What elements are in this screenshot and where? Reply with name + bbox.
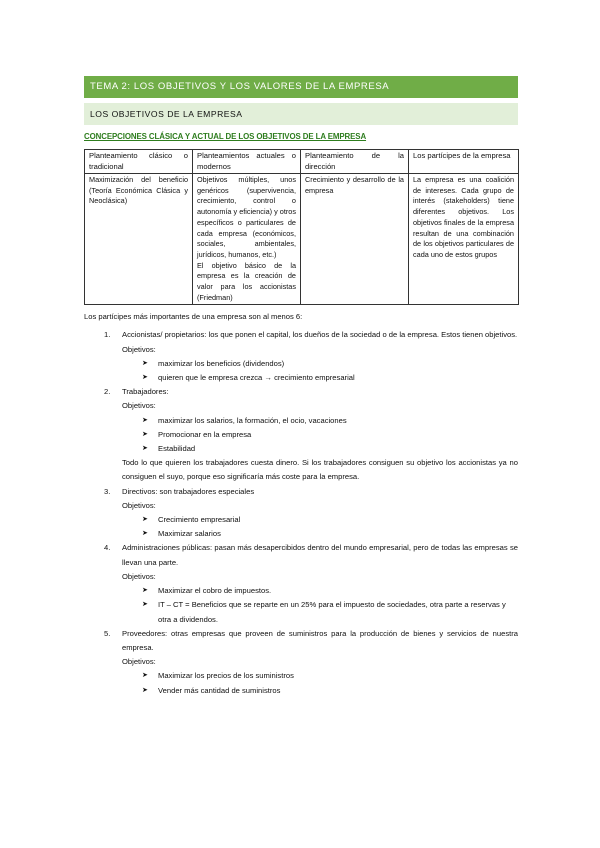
- bullet-item: ➤ IT – CT = Beneficios que se reparte en un 25% para el impuesto de sociedades, otra parte a reservas y otra a dividendos.: [142, 600, 506, 624]
- arrow-bullet-icon: ➤: [142, 587, 148, 595]
- objectives-label: Objetivos:: [122, 657, 156, 667]
- bullet-item: ➤ maximizar los salarios, la formación, el ocio, vacaciones: [122, 414, 518, 428]
- arrow-bullet-icon: ➤: [142, 430, 148, 438]
- list-item-text: Directivos: son trabajadores especiales: [122, 486, 255, 496]
- concepts-heading: CONCEPCIONES CLÁSICA Y ACTUAL DE LOS OBJETIVOS DE LA EMPRESA: [84, 132, 367, 141]
- table-cell: Maximización del beneficio (Teoría Económica Clásica y Neoclásica): [85, 174, 193, 305]
- arrow-bullet-icon: ➤: [142, 445, 148, 453]
- table-cell-modern: [193, 174, 301, 305]
- bullet-item: ➤ quieren que le empresa crezca → crecimiento empresarial: [122, 371, 518, 385]
- participants-list: [84, 328, 518, 697]
- table-header-cell: Planteamiento clásico o tradicional: [85, 150, 193, 174]
- table-cell: La empresa es una coalición de intereses. Cada grupo de interés (stakeholders) tiene diferentes objetivos. Los objetivos finales de la empresa resultan de una combinación de los objetivos particulares de cada uno de estos grupos: [409, 174, 519, 305]
- arrow-bullet-icon: ➤: [142, 672, 148, 680]
- list-item: [84, 541, 518, 626]
- bullet-item: ➤ Promocionar en la empresa: [122, 428, 518, 442]
- arrow-bullet-icon: ➤: [142, 359, 148, 367]
- bullet-item: ➤ Maximizar los precios de los suministros: [122, 669, 518, 683]
- list-item: [84, 485, 518, 542]
- arrow-bullet-icon: ➤: [142, 374, 148, 382]
- workers-note: Todo lo que quieren los trabajadores cuesta dinero. Si los trabajadores consiguen su objetivo los accionistas ya no consiguen el suyo, porque eso significaría más coste para la empresa.: [122, 458, 518, 482]
- objectives-label: Objetivos:: [122, 401, 156, 411]
- objectives-label: Objetivos:: [122, 571, 156, 581]
- table-header-cell: Planteamientos actuales o modernos: [193, 150, 301, 174]
- list-number: 4.: [104, 543, 111, 553]
- objectives-table: [84, 149, 519, 305]
- bullet-item: ➤ Crecimiento empresarial: [122, 513, 518, 527]
- list-number: 5.: [104, 628, 111, 638]
- objectives-label: Objetivos:: [122, 344, 156, 354]
- arrow-bullet-icon: ➤: [142, 530, 148, 538]
- arrow-bullet-icon: ➤: [142, 601, 148, 609]
- list-item: [84, 385, 518, 484]
- table-cell: Crecimiento y desarrollo de la empresa: [301, 174, 409, 305]
- table-cell-text: Objetivos múltiples, unos genéricos (supervivencia, crecimiento, control o autonomía y eficiencia) y otros específicos o particulares de cada empresa (económicos, sociales, ambientales, jurídicos, humanos, etc.): [197, 175, 296, 259]
- list-item-text: Proveedores: otras empresas que proveen de suministros para la producción de bienes y servicios de nuestra empresa.: [122, 628, 518, 652]
- chapter-banner: TEMA 2: LOS OBJETIVOS Y LOS VALORES DE LA EMPRESA: [84, 76, 518, 98]
- table-row: [85, 174, 519, 305]
- list-item-text: Accionistas/ propietarios: los que ponen el capital, los dueños de la sociedad o de la empresa. Estos tienen objetivos.: [122, 330, 518, 340]
- list-number: 1.: [104, 330, 111, 340]
- arrow-bullet-icon: ➤: [142, 686, 148, 694]
- bullet-item: ➤ Maximizar salarios: [122, 527, 518, 541]
- bullet-item: ➤ maximizar los beneficios (dividendos): [122, 357, 518, 371]
- list-item-text: Administraciones públicas: pasan más desapercibidos dentro del mundo empresarial, pero de todas las empresas se llevan una parte.: [122, 543, 518, 567]
- table-header-cell: Planteamiento de la dirección: [301, 150, 409, 174]
- bullet-item: ➤ Vender más cantidad de suministros: [122, 684, 518, 698]
- table-header-cell: Los partícipes de la empresa: [409, 150, 519, 174]
- table-header-row: [85, 150, 519, 174]
- list-item-text: Trabajadores:: [122, 387, 169, 397]
- section-banner: LOS OBJETIVOS DE LA EMPRESA: [84, 103, 518, 125]
- bullet-item: ➤ Maximizar el cobro de impuestos.: [122, 584, 518, 598]
- table-cell-text: El objetivo básico de la empresa es la creación de valor para los accionistas (Friedman): [197, 260, 296, 302]
- list-number: 3.: [104, 486, 111, 496]
- bullet-item: ➤ Estabilidad: [122, 442, 518, 456]
- list-number: 2.: [104, 387, 111, 397]
- arrow-bullet-icon: ➤: [142, 416, 148, 424]
- document-page: [84, 76, 518, 698]
- list-item: [84, 328, 518, 385]
- arrow-bullet-icon: ➤: [142, 516, 148, 524]
- list-item: [84, 627, 518, 698]
- objectives-label: Objetivos:: [122, 500, 156, 510]
- participants-intro: Los partícipes más importantes de una empresa son al menos 6:: [84, 312, 303, 322]
